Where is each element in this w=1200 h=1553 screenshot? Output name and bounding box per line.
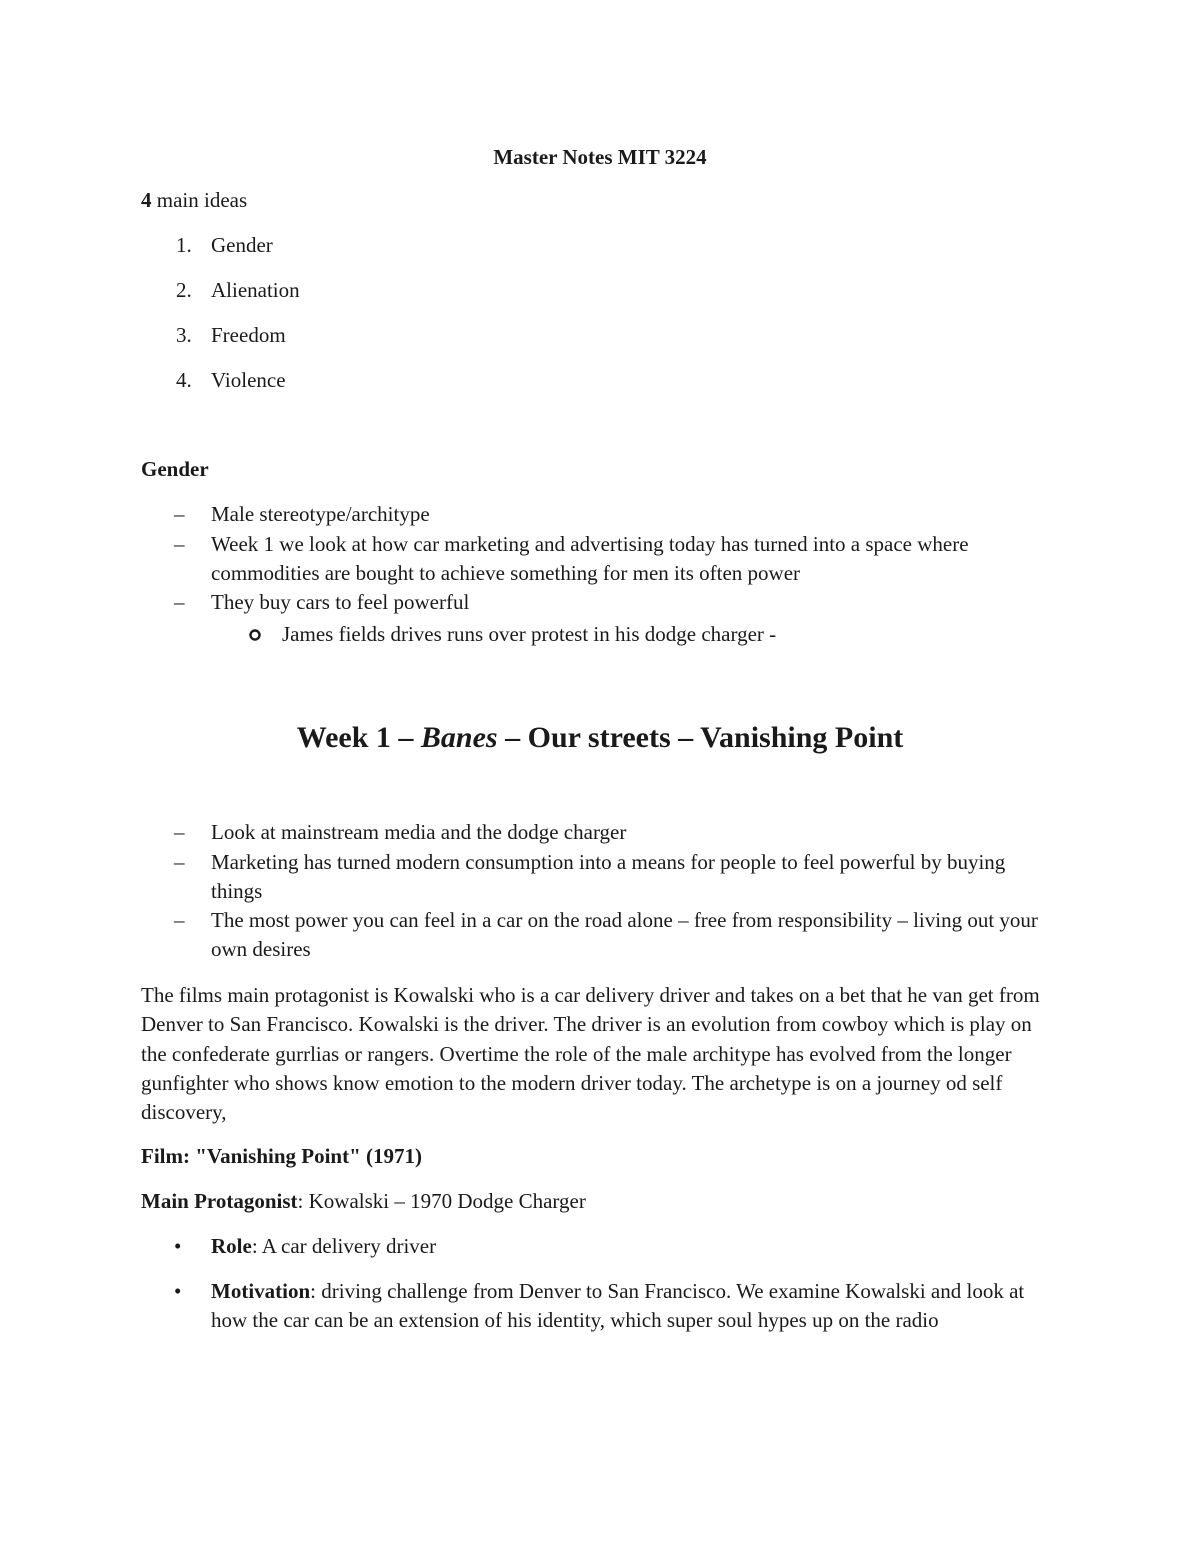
week1-heading-part-b: – Our streets – Vanishing Point xyxy=(497,721,904,754)
dash-bullet-icon: – xyxy=(174,532,185,556)
list-number: 4. xyxy=(176,368,192,392)
dash-bullet-icon: – xyxy=(174,590,185,614)
list-text: Gender xyxy=(211,233,273,257)
dot-bullet-icon: • xyxy=(174,1279,182,1303)
main-ideas-intro xyxy=(141,186,247,215)
dash-bullet-icon: – xyxy=(174,850,185,874)
gender-heading: Gender xyxy=(141,457,209,481)
page-title: Master Notes MIT 3224 xyxy=(493,145,707,169)
list-number: 1. xyxy=(176,233,192,257)
detail-label: Motivation xyxy=(211,1279,311,1303)
main-ideas-count: 4 xyxy=(141,188,152,212)
week1-heading-italic: Banes xyxy=(420,721,498,754)
dash-bullet-icon: – xyxy=(174,908,185,932)
dash-bullet-icon: – xyxy=(174,820,185,844)
circle-bullet-icon xyxy=(248,628,262,642)
week1-heading xyxy=(0,718,1200,758)
protagonist-value: : Kowalski – 1970 Dodge Charger xyxy=(297,1189,586,1213)
detail-value: : driving challenge from Denver to San Francisco. We examine Kowalski and look at how the car can be an extension of his identity, which super soul hypes up on the radio xyxy=(211,1279,1025,1333)
bullet-text: Male stereotype/architype xyxy=(211,502,430,526)
detail-text xyxy=(211,1232,436,1261)
detail-text xyxy=(211,1277,1061,1336)
bullet-text: Week 1 we look at how car marketing and advertising today has turned into a space where commodities are bought to achieve something for men its often power xyxy=(211,532,969,586)
film-title-line: Film: "Vanishing Point" (1971) xyxy=(141,1144,422,1168)
main-ideas-label: main ideas xyxy=(151,188,248,212)
list-text: Alienation xyxy=(211,278,300,302)
bullet-item xyxy=(0,906,1200,966)
detail-item xyxy=(0,1232,1200,1261)
list-number: 3. xyxy=(176,323,192,347)
detail-label: Role xyxy=(211,1234,252,1258)
bullet-text: Marketing has turned modern consumption into a means for people to feel powerful by buying things xyxy=(211,850,1006,904)
bullet-item xyxy=(0,500,1200,529)
list-number: 2. xyxy=(176,278,192,302)
dash-bullet-icon: – xyxy=(174,502,185,526)
protagonist-label: Main Protagonist xyxy=(141,1189,298,1213)
bullet-text: The most power you can feel in a car on the road alone – free from responsibility – living out your own desires xyxy=(211,908,1038,962)
bullet-item xyxy=(0,818,1200,847)
protagonist-line xyxy=(141,1187,586,1216)
detail-value: : A car delivery driver xyxy=(251,1234,437,1258)
dot-bullet-icon: • xyxy=(174,1234,182,1258)
list-text: Violence xyxy=(211,368,286,392)
bullet-item xyxy=(0,530,1200,590)
sub-bullet-item xyxy=(0,620,1200,649)
bullet-item xyxy=(0,588,1200,617)
bullet-text: Look at mainstream media and the dodge charger xyxy=(211,820,627,844)
detail-item xyxy=(0,1277,1200,1367)
bullet-item xyxy=(0,848,1200,908)
sub-bullet-text: James fields drives runs over protest in his dodge charger - xyxy=(282,622,777,646)
week1-heading-part-a: Week 1 – xyxy=(296,721,421,754)
list-text: Freedom xyxy=(211,323,286,347)
body-paragraph: The films main protagonist is Kowalski who is a car delivery driver and takes on a bet that he van get from Denver to San Francisco. Kowalski is the driver. The driver is an evolution from cowboy which is play on the confederate gurrlias or rangers. Overtime the role of the male architype has evolved from the longer gunfighter who shows know emotion to the modern driver today. The archetype is on a journey od self discovery, xyxy=(141,983,1040,1125)
bullet-text: They buy cars to feel powerful xyxy=(211,590,470,614)
